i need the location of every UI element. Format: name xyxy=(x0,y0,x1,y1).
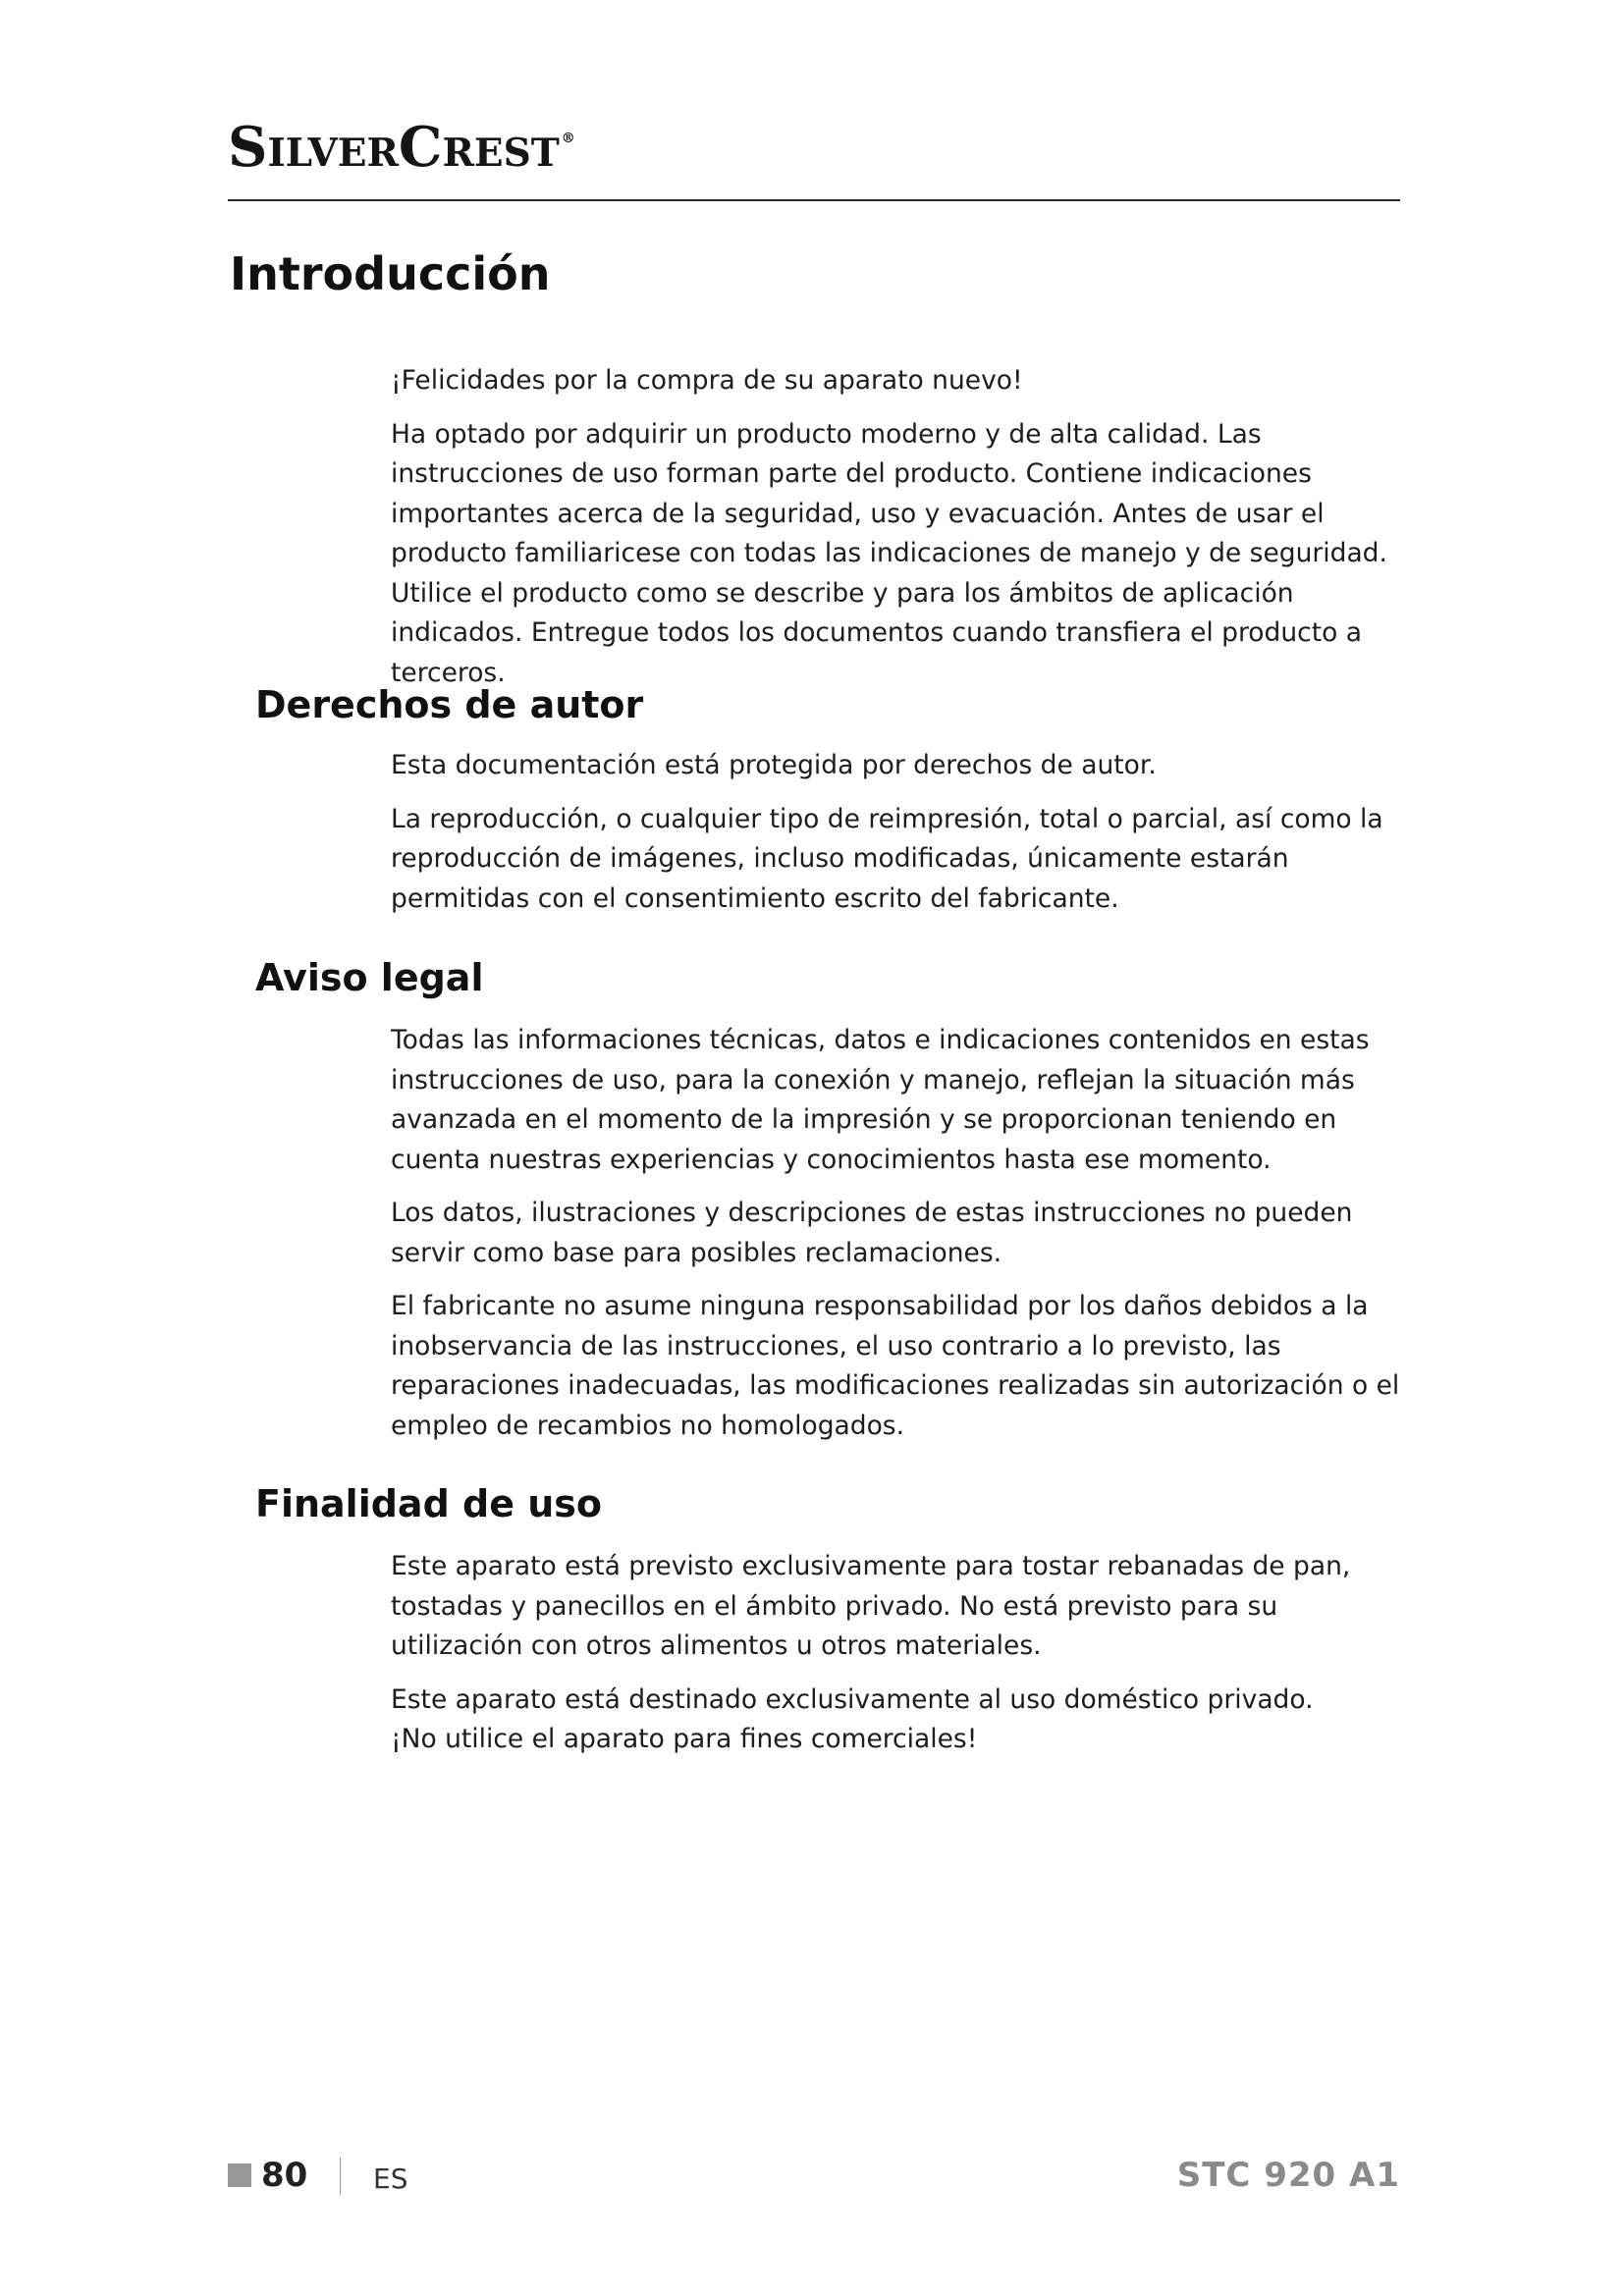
footer-divider xyxy=(340,2158,341,2195)
paragraph: El fabricante no asume ninguna responsabilidad por los daños debidos a la inobservancia de las instrucciones, el uso contrario a lo previsto, las reparaciones inadecuadas, las modificaciones realizadas sin autorización o el empleo de recambios no homologados. xyxy=(391,1291,1400,1441)
section-body-intended-use xyxy=(391,1547,1402,1774)
intro-paragraph: Ha optado por adquirir un producto moderno y de alta calidad. Las instrucciones de uso forman parte del producto. Contiene indicaciones importantes acerca de la seguridad, uso y evacuación. Antes de usar el producto familiaricese con todas las indicaciones de manejo y de seguridad. Utilice el producto como se describe y para los ámbitos de aplicación indicados. Entregue todos los documentos cuando transfiera el producto a terceros. xyxy=(391,418,1387,688)
section-body-copyright xyxy=(391,746,1402,933)
section-body-legal-notice xyxy=(391,1021,1402,1460)
header-divider xyxy=(228,199,1400,201)
paragraph: Este aparato está destinado exclusivamente al uso doméstico privado. ¡No utilice el aparato para fines comerciales! xyxy=(391,1683,1314,1754)
page-footer xyxy=(228,2156,1400,2201)
page-number: 80 xyxy=(261,2156,308,2195)
brand-name: SilverCrest xyxy=(228,115,560,180)
paragraph: Los datos, ilustraciones y descripciones de estas instrucciones no pueden servir como base para posibles reclamaciones. xyxy=(391,1198,1353,1268)
registered-mark: ® xyxy=(561,131,575,146)
brand-logo xyxy=(228,115,575,180)
section-heading-intended-use: Finalidad de uso xyxy=(255,1482,602,1525)
language-code: ES xyxy=(373,2163,408,2195)
paragraph: Este aparato está previsto exclusivamente para tostar rebanadas de pan, tostadas y panecillos en el ámbito privado. No está previsto para su utilización con otros alimentos u otros materiales. xyxy=(391,1551,1351,1661)
paragraph: Esta documentación está protegida por derechos de autor. xyxy=(391,750,1157,780)
model-number: STC 920 A1 xyxy=(1176,2156,1400,2195)
section-heading-legal-notice: Aviso legal xyxy=(255,956,484,999)
page-title: Introducción xyxy=(230,247,551,300)
intro-paragraph: ¡Felicidades por la compra de su aparato nuevo! xyxy=(391,365,1023,396)
footer-square-icon xyxy=(228,2163,251,2187)
intro-block xyxy=(391,361,1402,707)
paragraph: La reproducción, o cualquier tipo de reimpresión, total o parcial, así como la reproducción de imágenes, incluso modificadas, únicamente estarán permitidas con el consentimiento escrito del fabricante. xyxy=(391,803,1383,914)
paragraph: Todas las informaciones técnicas, datos e indicaciones contenidos en estas instrucciones de uso, para la conexión y manejo, reflejan la situación más avanzada en el momento de la impresión y se proporcionan teniendo en cuenta nuestras experiencias y conocimientos hasta ese momento. xyxy=(391,1025,1370,1175)
section-heading-copyright: Derechos de autor xyxy=(255,683,644,726)
